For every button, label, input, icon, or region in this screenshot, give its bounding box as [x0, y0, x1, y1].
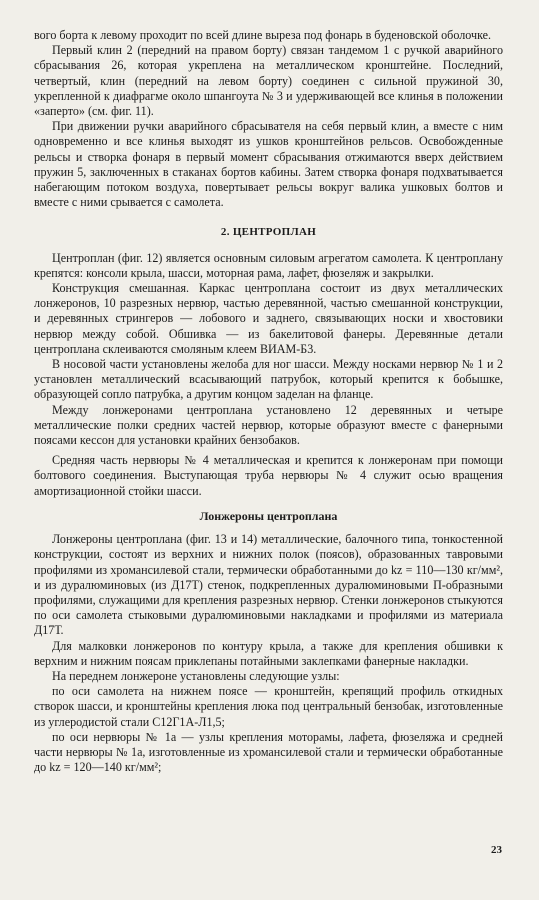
- paragraph: Конструкция смешанная. Каркас центроплана состоит из двух металлических лонжеронов, 10 разрезных нервюр, частью деревянной, частью смешанной конструкции, и деревянных стрингеров — лобового и заднего, связывающих носки и хвостовики нервюр между собой. Обшивка — из бакелитовой фанеры. Деревянные детали центроплана склеиваются смоляным клеем ВИАМ-Б3.: [34, 281, 503, 356]
- paragraph: по оси нервюры № 1а — узлы крепления моторамы, лафета, фюзеляжа и средней части нервюры № 1а, изготовленные из хромансилевой стали и термически обработанные до kz = 120—140 кг/мм²;: [34, 729, 503, 775]
- paragraph: Лонжероны центроплана (фиг. 13 и 14) металлические, балочного типа, тонкостенной конструкции, состоят из верхних и нижних полок (поясов), образованных тавровыми профилями из хромансилевой стали, термически обработанными до kz = 110—130 кг/мм², и из дуралюминовых (из Д17Т) стенок, подкрепленных дуралюминовыми П-образными профилями, служащими для крепления разрезных нервюр. Стенки лонжеронов стыкуются по оси самолета стыковыми дуралюминовыми накладками и профилями из материала Д17Т.: [34, 532, 503, 638]
- paragraph: На переднем лонжероне установлены следующие узлы:: [52, 668, 340, 683]
- body-text: [34, 28, 503, 775]
- paragraph: Средняя часть нервюры № 4 металлическая и крепится к лонжеронам при помощи болтового соединения. Выступающая труба нервюры № 4 служит осью вращения амортизационной стойки шасси.: [34, 453, 503, 498]
- paragraph: вого борта к левому проходит по всей длине выреза под фонарь в буденовской оболочке.: [34, 28, 492, 42]
- paragraph: Первый клин 2 (передний на правом борту) связан тандемом 1 с ручкой аварийного сбрасывания 26, которая укреплена на металлическом кронштейне. Последний, четвертый, клин (передний на левом борту) соединен с сильной пружиной 30, укрепленной к диафрагме около шпангоута № 3 и удерживающей все клинья в положении «заперто» (см. фиг. 11).: [34, 43, 503, 119]
- paragraph: Центроплан (фиг. 12) является основным силовым агрегатом самолета. К центроплану крепятся: консоли крыла, шасси, моторная рама, лафет, фюзеляж и закрылки.: [34, 250, 503, 280]
- paragraph: Для малковки лонжеронов по контуру крыла, а также для крепления обшивки к верхним и нижним поясам приклепаны потайными заклепками фанерные накладки.: [34, 638, 503, 668]
- page-number: 23: [491, 844, 502, 856]
- subsection-heading: Лонжероны центроплана: [199, 508, 338, 523]
- paragraph: Между лонжеронами центроплана установлено 12 деревянных и четыре металлические полки средних частей нервюр, которые образуют вместе с фанерными поясами кессон для установки крайних бензобаков.: [34, 402, 503, 448]
- paragraph: по оси самолета на нижнем поясе — кронштейн, крепящий профиль откидных створок шасси, и кронштейны крепления люка под центральный бензобак, изготовленные из углеродистой стали С12Г1А-Л1,5;: [34, 684, 503, 729]
- paragraph: При движении ручки аварийного сбрасывателя на себя первый клин, а вместе с ним одновременно и все клинья выходят из ушков кронштейнов рельсов. Освобожденные рельсы и створка фонаря в первый момент сбрасывания отжимаются вверх действием пружин 5, заключенных в стаканах бортов кабины. Затем створка фонаря подхватывается набегающим потоком воздуха, повертывает рельсы вокруг валика ушковых болтов и вместе с ними срывается с самолета.: [34, 119, 503, 210]
- section-heading: 2. ЦЕНТРОПЛАН: [220, 226, 317, 239]
- paragraph: В носовой части установлены желоба для ног шасси. Между носками нервюр № 1 и 2 установлен металлический всасывающий патрубок, который крепится к бобышке, образующей сопло патрубка, а другим концом заделан на фланце.: [34, 357, 503, 402]
